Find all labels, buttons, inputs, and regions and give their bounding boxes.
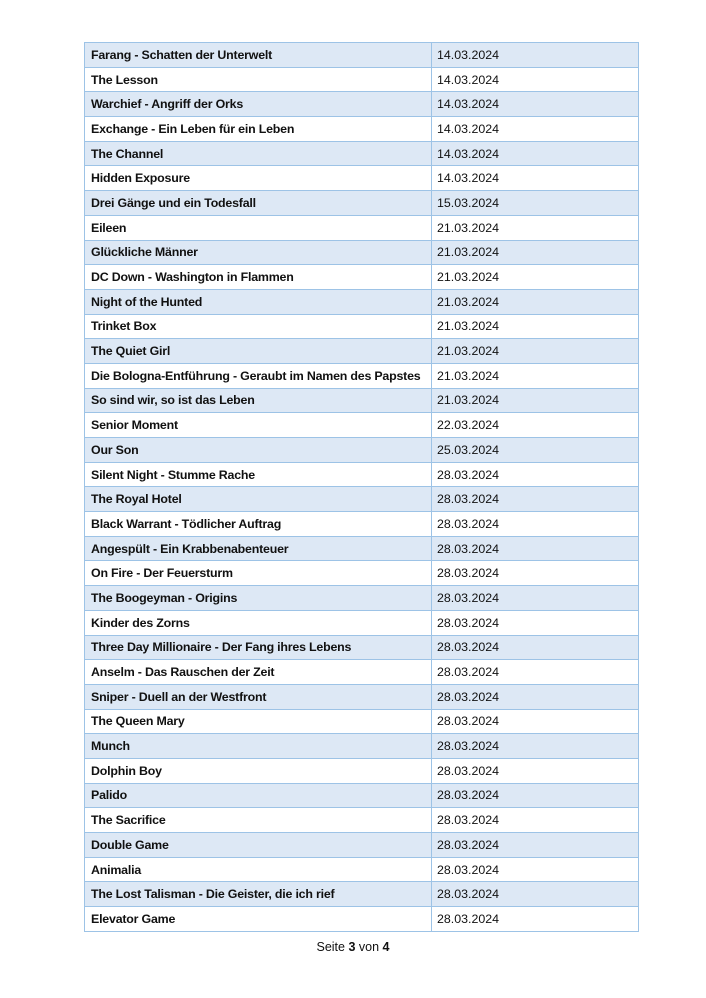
release-date: 28.03.2024 — [432, 758, 639, 783]
table-row — [85, 462, 639, 487]
film-title: The Sacrifice — [85, 808, 432, 833]
film-title: Warchief - Angriff der Orks — [85, 92, 432, 117]
table-row — [85, 363, 639, 388]
table-row — [85, 758, 639, 783]
release-date: 28.03.2024 — [432, 512, 639, 537]
release-date: 21.03.2024 — [432, 215, 639, 240]
film-title: Eileen — [85, 215, 432, 240]
table-row — [85, 166, 639, 191]
page-separator: von — [358, 940, 380, 954]
release-date: 14.03.2024 — [432, 166, 639, 191]
release-date: 21.03.2024 — [432, 314, 639, 339]
film-title: So sind wir, so ist das Leben — [85, 388, 432, 413]
release-date: 28.03.2024 — [432, 561, 639, 586]
release-date: 28.03.2024 — [432, 660, 639, 685]
table-row — [85, 907, 639, 932]
film-title: The Queen Mary — [85, 709, 432, 734]
table-row — [85, 92, 639, 117]
table-row — [85, 487, 639, 512]
table-row — [85, 783, 639, 808]
release-date: 25.03.2024 — [432, 438, 639, 463]
release-date: 28.03.2024 — [432, 783, 639, 808]
release-date: 14.03.2024 — [432, 67, 639, 92]
release-date: 28.03.2024 — [432, 487, 639, 512]
film-title: Die Bologna-Entführung - Geraubt im Namen des Papstes — [85, 363, 432, 388]
film-title: The Royal Hotel — [85, 487, 432, 512]
total-page-count: 4 — [382, 940, 390, 954]
table-row — [85, 610, 639, 635]
release-date: 28.03.2024 — [432, 734, 639, 759]
release-date: 14.03.2024 — [432, 117, 639, 142]
table-row — [85, 536, 639, 561]
table-row — [85, 413, 639, 438]
film-title: Silent Night - Stumme Rache — [85, 462, 432, 487]
table-row — [85, 67, 639, 92]
film-title: The Boogeyman - Origins — [85, 586, 432, 611]
film-title: Glückliche Männer — [85, 240, 432, 265]
table-row — [85, 857, 639, 882]
film-title: Kinder des Zorns — [85, 610, 432, 635]
release-date: 14.03.2024 — [432, 43, 639, 68]
release-date: 14.03.2024 — [432, 141, 639, 166]
table-row — [85, 289, 639, 314]
release-date: 28.03.2024 — [432, 684, 639, 709]
film-title: The Lost Talisman - Die Geister, die ich rief — [85, 882, 432, 907]
table-row — [85, 709, 639, 734]
page-label: Seite — [316, 940, 345, 954]
table-row — [85, 660, 639, 685]
film-title: The Channel — [85, 141, 432, 166]
table-row — [85, 882, 639, 907]
film-title: Senior Moment — [85, 413, 432, 438]
table-row — [85, 388, 639, 413]
film-title: Farang - Schatten der Unterwelt — [85, 43, 432, 68]
film-title: Palido — [85, 783, 432, 808]
release-date: 21.03.2024 — [432, 265, 639, 290]
table-row — [85, 438, 639, 463]
film-title: Munch — [85, 734, 432, 759]
release-date: 15.03.2024 — [432, 191, 639, 216]
film-release-table — [84, 42, 639, 932]
table-row — [85, 240, 639, 265]
table-row — [85, 586, 639, 611]
table-row — [85, 561, 639, 586]
film-title: Black Warrant - Tödlicher Auftrag — [85, 512, 432, 537]
release-date: 28.03.2024 — [432, 709, 639, 734]
film-title: Trinket Box — [85, 314, 432, 339]
release-date: 21.03.2024 — [432, 363, 639, 388]
table-row — [85, 141, 639, 166]
table-row — [85, 339, 639, 364]
film-title: Double Game — [85, 833, 432, 858]
film-title: The Lesson — [85, 67, 432, 92]
film-title: Drei Gänge und ein Todesfall — [85, 191, 432, 216]
release-date: 28.03.2024 — [432, 857, 639, 882]
film-title: Animalia — [85, 857, 432, 882]
film-title: Hidden Exposure — [85, 166, 432, 191]
table-row — [85, 684, 639, 709]
release-date: 28.03.2024 — [432, 808, 639, 833]
release-date: 21.03.2024 — [432, 240, 639, 265]
release-date: 14.03.2024 — [432, 92, 639, 117]
film-title: On Fire - Der Feuersturm — [85, 561, 432, 586]
release-date: 28.03.2024 — [432, 536, 639, 561]
table-row — [85, 43, 639, 68]
film-title: Our Son — [85, 438, 432, 463]
release-date: 28.03.2024 — [432, 586, 639, 611]
table-row — [85, 265, 639, 290]
table-row — [85, 191, 639, 216]
film-title: The Quiet Girl — [85, 339, 432, 364]
table-row — [85, 314, 639, 339]
film-title: Anselm - Das Rauschen der Zeit — [85, 660, 432, 685]
release-date: 22.03.2024 — [432, 413, 639, 438]
page-footer — [0, 940, 706, 954]
table-row — [85, 808, 639, 833]
table-row — [85, 215, 639, 240]
release-date: 28.03.2024 — [432, 833, 639, 858]
table-row — [85, 512, 639, 537]
table-row — [85, 833, 639, 858]
release-date: 28.03.2024 — [432, 882, 639, 907]
table-row — [85, 635, 639, 660]
release-date: 28.03.2024 — [432, 635, 639, 660]
film-table-body — [85, 43, 639, 932]
film-title: Dolphin Boy — [85, 758, 432, 783]
film-title: Night of the Hunted — [85, 289, 432, 314]
film-title: Three Day Millionaire - Der Fang ihres Lebens — [85, 635, 432, 660]
film-title: DC Down - Washington in Flammen — [85, 265, 432, 290]
release-date: 21.03.2024 — [432, 339, 639, 364]
release-date: 28.03.2024 — [432, 907, 639, 932]
table-row — [85, 117, 639, 142]
film-title: Angespült - Ein Krabbenabenteuer — [85, 536, 432, 561]
table-row — [85, 734, 639, 759]
film-title: Elevator Game — [85, 907, 432, 932]
release-date: 21.03.2024 — [432, 388, 639, 413]
release-date: 28.03.2024 — [432, 462, 639, 487]
release-date: 21.03.2024 — [432, 289, 639, 314]
film-title: Exchange - Ein Leben für ein Leben — [85, 117, 432, 142]
film-title: Sniper - Duell an der Westfront — [85, 684, 432, 709]
current-page-number: 3 — [348, 940, 356, 954]
release-date: 28.03.2024 — [432, 610, 639, 635]
